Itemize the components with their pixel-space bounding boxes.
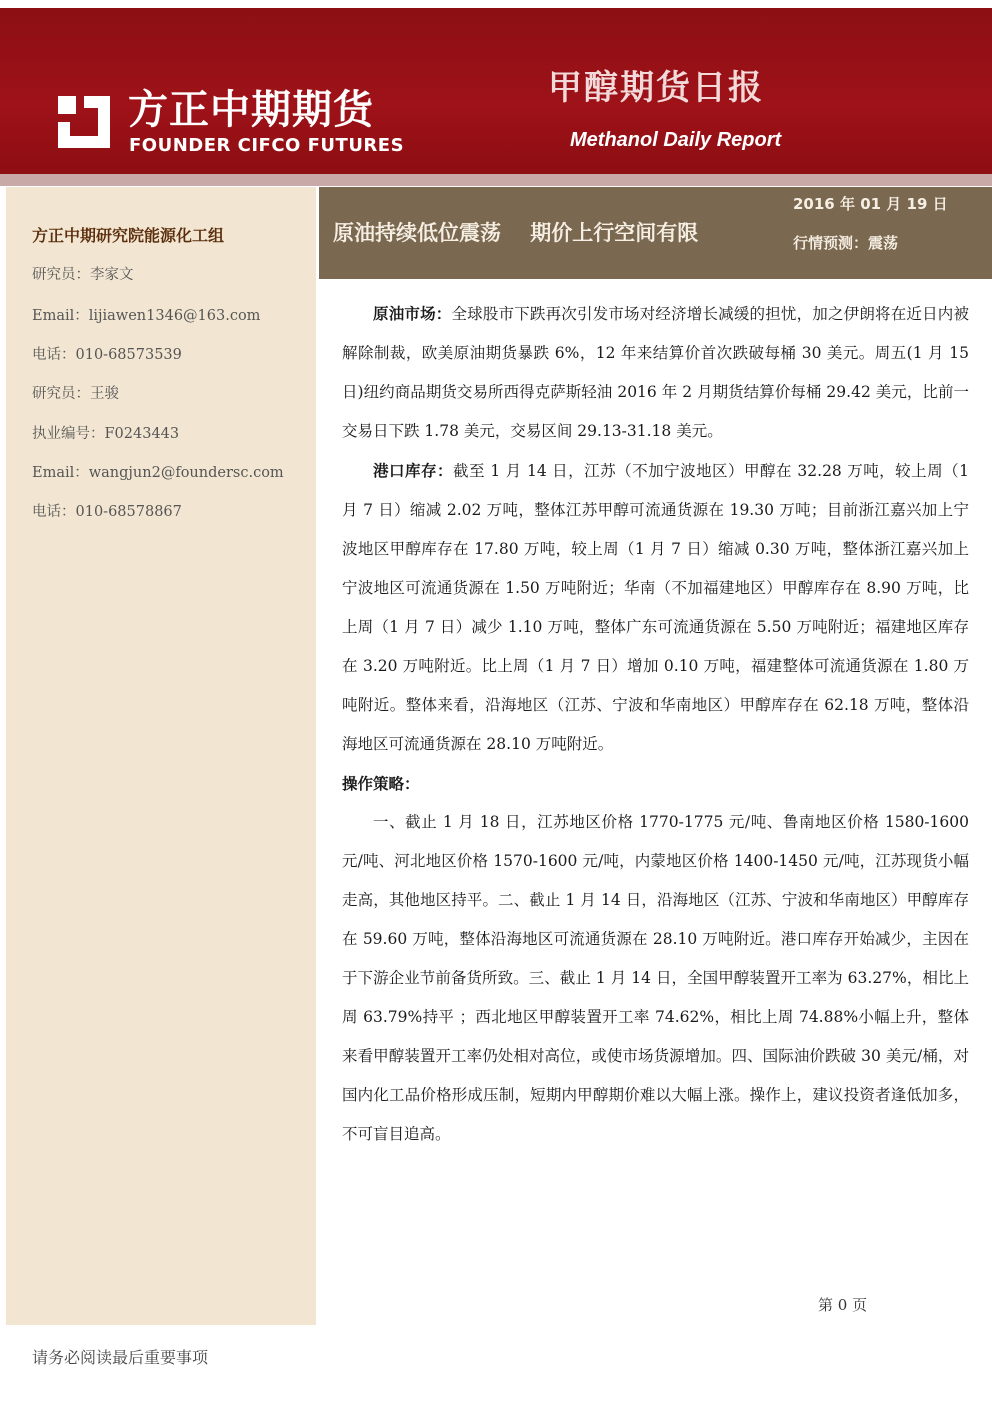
- strategy-paragraph: 一、截止 1 月 18 日，江苏地区价格 1770-1775 元/吨、鲁南地区价格 1580-1600 元/吨、河北地区价格 1570-1600 元/吨，内蒙地区价格 1400-1450 元/吨，江苏现货小幅走高，其他地区持平。二、截止 1 月 14 日，沿海地区（江苏、宁波和华南地区）甲醇库存在 59.60 万吨，整体沿海地区可流通货源在 28.10 万吨附近。港口库存开始减少，主因在于下游企业节前备货所致。三、截止 1 月 14 日，全国甲醇装置开工率为 63.27%，相比上周 63.79%持平 ；西北地区甲醇装置开工率 74.62%，相比上周 74.88%小幅上升，整体来看甲醇装置开工率仍处相对高位，或使市场货源增加。四、国际油价跌破 30 美元/桶，对国内化工品价格形成压制，短期内甲醇期价难以大幅上涨。操作上，建议投资者逢低加多，不可盲目追高。: [342, 813, 969, 1143]
- researcher-name: 研究员：王骏: [32, 386, 119, 402]
- license-number: 执业编号：F0243443: [32, 426, 180, 442]
- researcher-name: 研究员：李家文: [32, 267, 134, 283]
- researcher-email[interactable]: Email：lijiawen1346@163.com: [32, 308, 261, 324]
- team-name: 方正中期研究院能源化工组: [32, 226, 225, 245]
- researcher-phone: 电话：010-68578867: [32, 504, 182, 520]
- market-forecast: 行情预测：震荡: [793, 234, 899, 252]
- report-body: [342, 294, 969, 1154]
- title-bar: [319, 187, 992, 279]
- headline: 原油持续低位震荡 期价上行空间有限: [333, 221, 699, 245]
- page-number: 第 0 页: [818, 1296, 868, 1314]
- port-text: 截至 1 月 14 日，江苏（不加宁波地区）甲醇在 32.28 万吨，较上周（1 月 7 日）缩减 2.02 万吨，整体江苏甲醇可流通货源在 19.30 万吨；目前浙江嘉兴加上宁波地区甲醇库存在 17.80 万吨，较上周（1 月 7 日）缩减 0.30 万吨，整体浙江嘉兴加上宁波地区可流通货源在 1.50 万吨附近；华南（不加福建地区）甲醇库存在 8.90 万吨，比上周（1 月 7 日）减少 1.10 万吨，整体广东可流通货源在 5.50 万吨附近；福建地区库存在 3.20 万吨附近。比上周（1 月 7 日）增加 0.10 万吨，福建整体可流通货源在 1.80 万吨附近。整体来看，沿海地区（江苏、宁波和华南地区）甲醇库存在 62.18 万吨，整体沿海地区可流通货源在 28.10 万吨附近。: [342, 462, 969, 753]
- researcher-email[interactable]: Email：wangjun2@foundersc.com: [32, 465, 284, 481]
- port-label: 港口库存：: [373, 461, 453, 480]
- banner-divider: [0, 174, 992, 186]
- header-banner: [0, 8, 992, 184]
- founder-logo-icon: [56, 94, 112, 150]
- logo-chinese: 方正中期期货: [128, 87, 374, 133]
- strategy-heading: 操作策略：: [342, 774, 420, 793]
- crude-paragraph: [342, 294, 969, 451]
- report-title-cn: 甲醇期货日报: [548, 68, 764, 108]
- analyst-sidebar: [6, 187, 316, 1325]
- port-paragraph: [342, 451, 969, 764]
- logo-english: FOUNDER CIFCO FUTURES: [129, 135, 405, 156]
- crude-text: 全球股市下跌再次引发市场对经济增长减缓的担忧，加之伊朗将在近日内被解除制裁，欧美原油期货暴跌 6%，12 年来结算价首次跌破每桶 30 美元。周五(1 月 15 日)纽约商品期货交易所西得克萨斯轻油 2016 年 2 月期货结算价每桶 29.42 美元，比前一交易日下跌 1.78 美元，交易区间 29.13-31.18 美元。: [342, 305, 969, 440]
- crude-label: 原油市场：: [373, 304, 452, 323]
- footer-notice: 请务必阅读最后重要事项: [32, 1348, 209, 1367]
- report-date: 2016 年 01 月 19 日: [793, 195, 948, 213]
- report-title-en: Methanol Daily Report: [570, 129, 782, 151]
- researcher-phone: 电话：010-68573539: [32, 347, 182, 363]
